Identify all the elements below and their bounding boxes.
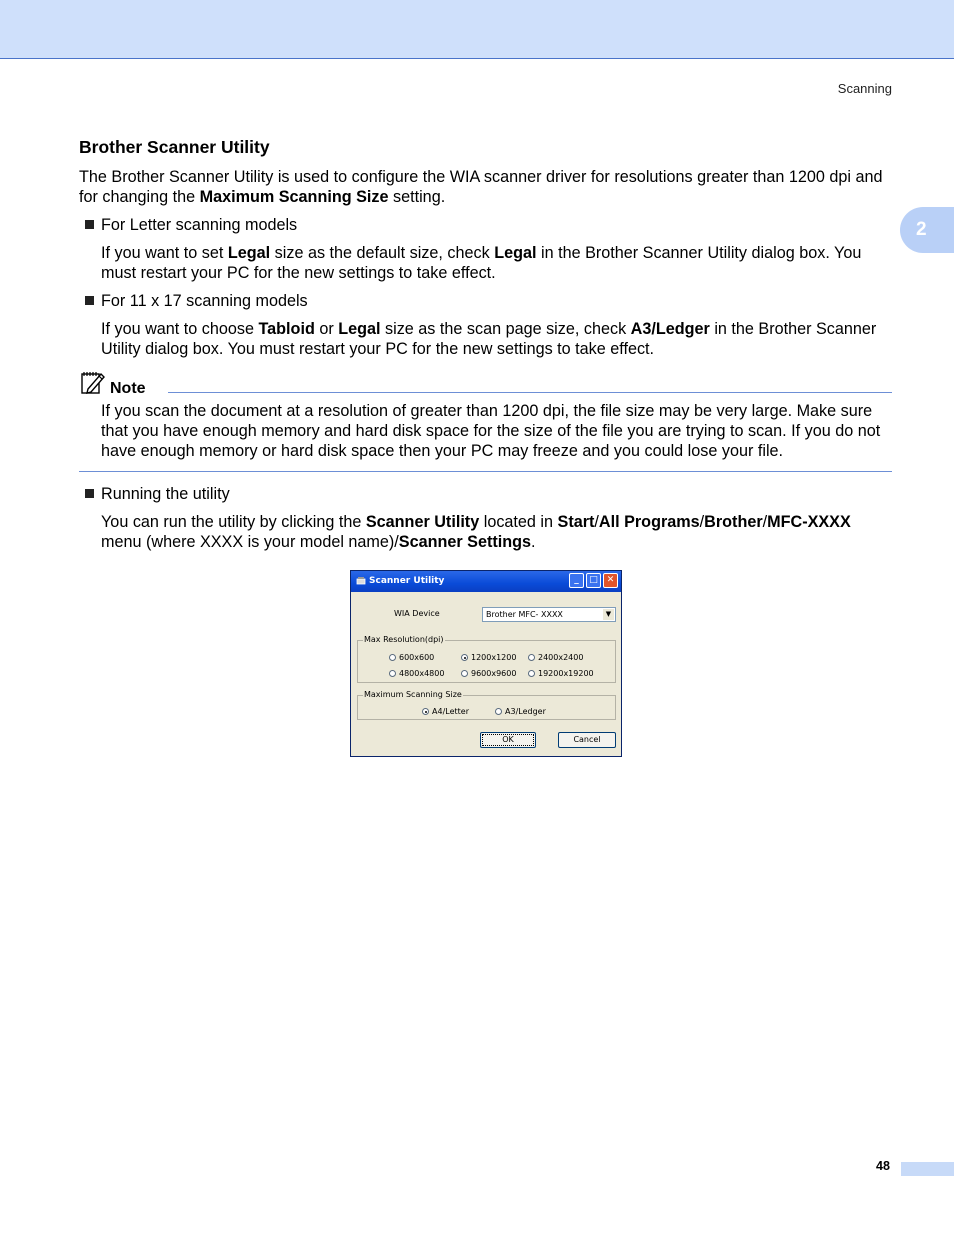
chapter-number: 2 (916, 219, 927, 240)
radio-selected-icon (422, 708, 429, 715)
bullet-label: Running the utility (101, 485, 230, 503)
bold-term: Legal (227, 244, 271, 262)
note-pencil-icon (80, 370, 106, 396)
radio-label: 600x600 (399, 653, 435, 662)
radio-label: 2400x2400 (538, 653, 584, 662)
text-run: or (314, 320, 339, 338)
radio-label: 19200x19200 (538, 669, 594, 678)
radio-circle-icon (389, 670, 396, 677)
bold-term: Legal (338, 320, 381, 338)
bullet-label: For 11 x 17 scanning models (101, 292, 308, 310)
radio-res-600[interactable] (389, 653, 434, 662)
radio-res-9600[interactable] (461, 669, 516, 678)
radio-circle-icon (528, 670, 535, 677)
resolution-group-label: Max Resolution(dpi) (364, 635, 444, 644)
text-run: If you want to set (101, 244, 228, 262)
radio-circle-icon (461, 670, 468, 677)
cancel-button[interactable]: Cancel (558, 732, 616, 748)
bold-term: MFC-XXXX (767, 513, 851, 531)
text-run: If you want to choose (101, 320, 259, 338)
text-run: You can run the utility by clicking the (101, 513, 366, 531)
radio-label: 1200x1200 (471, 653, 517, 662)
note-header (79, 373, 892, 401)
bold-term: Scanner Utility (365, 513, 480, 531)
wia-device-label: WIA Device (394, 609, 440, 618)
radio-res-1200[interactable] (461, 653, 516, 662)
radio-res-2400[interactable] (528, 653, 583, 662)
scanner-app-icon (356, 576, 366, 586)
close-icon: ✕ (606, 575, 615, 585)
section-title: Brother Scanner Utility (79, 137, 270, 157)
running-utility-paragraph (79, 512, 892, 552)
page-number-bar (901, 1162, 954, 1176)
wia-device-value: Brother MFC- XXXX (486, 610, 563, 619)
radio-label: 4800x4800 (399, 669, 445, 678)
bullet-11x17-models (79, 291, 892, 311)
radio-circle-icon (528, 654, 535, 661)
text-run: / (699, 513, 705, 531)
bullet-square-icon (85, 296, 94, 305)
radio-label: A3/Ledger (505, 707, 546, 716)
chapter-tab (900, 207, 954, 253)
bold-term: A3/Ledger (630, 320, 710, 338)
page-number: 48 (876, 1159, 890, 1173)
bullet-square-icon (85, 489, 94, 498)
letter-models-paragraph (79, 243, 892, 283)
11x17-models-paragraph (79, 319, 892, 359)
text-run: in the Brother Scanner Utility dialog box. You must restart your PC for the new settings to take effect. (101, 244, 862, 282)
text-run: setting. (388, 188, 446, 206)
note-label: Note (110, 380, 146, 397)
text-run: in the Brother Scanner Utility dialog box. You must restart your PC for the new settings to take effect. (101, 320, 877, 358)
radio-res-4800[interactable] (389, 669, 444, 678)
radio-circle-icon (495, 708, 502, 715)
intro-paragraph (79, 167, 892, 207)
radio-size-a4-letter[interactable] (422, 707, 469, 716)
bold-term: Brother (704, 513, 763, 531)
scanner-utility-dialog (350, 570, 622, 757)
chevron-down-icon[interactable]: ▼ (603, 609, 614, 620)
bullet-letter-models (79, 215, 892, 235)
radio-size-a3-ledger[interactable] (495, 707, 546, 716)
note-body (79, 401, 892, 472)
radio-label: 9600x9600 (471, 669, 517, 678)
minimize-button[interactable] (569, 573, 584, 588)
radio-circle-icon (389, 654, 396, 661)
top-header-band (0, 0, 954, 59)
bullet-label: For Letter scanning models (101, 216, 298, 234)
text-run: The Brother Scanner Utility is used to configure the WIA scanner driver for resolutions greater than 1200 dpi and for changing the (79, 168, 883, 206)
text-run: located in (479, 513, 558, 531)
maximize-icon: □ (589, 575, 598, 585)
main-content (79, 136, 892, 560)
radio-selected-icon (461, 654, 468, 661)
scan-size-group (357, 690, 616, 720)
bold-term: Start (557, 513, 595, 531)
text-run: menu (where XXXX is your model name)/ (101, 533, 399, 551)
maximize-button[interactable] (586, 573, 601, 588)
scan-size-group-label: Maximum Scanning Size (364, 690, 462, 699)
text-run: / (594, 513, 599, 531)
bullet-square-icon (85, 220, 94, 229)
text-run: . (531, 533, 536, 551)
radio-res-19200[interactable] (528, 669, 594, 678)
bold-term: All Programs (598, 513, 700, 531)
text-run: / (762, 513, 768, 531)
bold-term: Legal (494, 244, 537, 262)
note-text: If you scan the document at a resolution of greater than 1200 dpi, the file size may be very large. Make sure that you have enough memory and hard disk space for the size of the file you are trying to scan. If you do not have enough memory or hard disk space then your PC may freeze and you could lose your file. (101, 402, 881, 460)
dialog-titlebar[interactable] (351, 571, 621, 592)
running-head: Scanning (837, 81, 892, 96)
ok-button[interactable]: OK (480, 732, 536, 748)
minimize-icon: _ (574, 575, 579, 585)
note-divider (168, 392, 892, 393)
wia-device-select[interactable] (482, 607, 616, 622)
text-run: size as the scan page size, check (380, 320, 631, 338)
close-button[interactable] (603, 573, 618, 588)
dialog-title: Scanner Utility (369, 576, 445, 586)
text-run: size as the default size, check (270, 244, 495, 262)
bold-term: Scanner Settings (398, 533, 532, 551)
bold-term: Maximum Scanning Size (199, 188, 389, 206)
radio-label: A4/Letter (432, 707, 469, 716)
resolution-group (357, 635, 616, 683)
bullet-running-utility (79, 484, 892, 504)
bold-term: Tabloid (258, 320, 315, 338)
